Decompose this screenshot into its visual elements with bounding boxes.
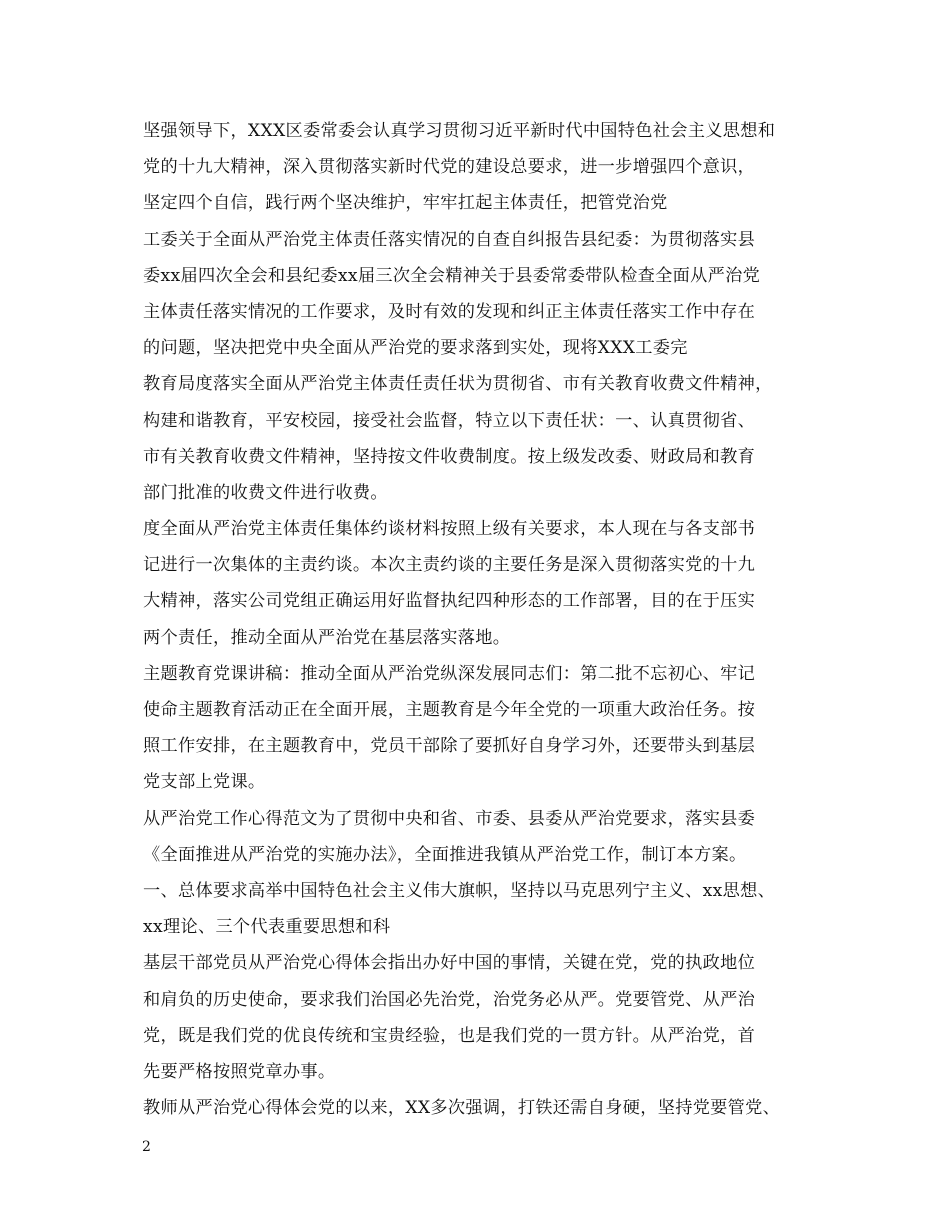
text-line: 使命主题教育活动正在全面开展，主题教育是今年全党的一项重大政治任务。按	[143, 700, 756, 720]
text-line: 教师从严治党心得体会党的以来，XX多次强调，打铁还需自身硬，坚持党要管党、	[143, 1098, 781, 1119]
text-line: 工委关于全面从严治党主体责任落实情况的自查自纠报告县纪委：为贯彻落实县	[143, 229, 756, 250]
text-line: 两个责任，推动全面从严治党在基层落实落地。	[143, 627, 511, 648]
text-line: 党，既是我们党的优良传统和宝贵经验，也是我们党的一贯方针。从严治党，首	[143, 1025, 756, 1046]
document-body	[143, 113, 823, 1126]
text-line: 度全面从严治党主体责任集体约谈材料按照上级有关要求，本人现在与各支部书	[143, 519, 756, 540]
text-line: 大精神，落实公司党组正确运用好监督执纪四种形态的工作部署，目的在于压实	[143, 591, 756, 612]
text-line: 的问题，坚决把党中央全面从严治党的要求落到实处，现将XXX工委完	[143, 338, 688, 359]
text-line: 从严治党工作心得范文为了贯彻中央和省、市委、县委从严治党要求，落实县委	[143, 808, 756, 829]
text-line: 构建和谐教育，平安校园，接受社会监督，特立以下责任状：一、认真贯彻省、	[143, 410, 756, 431]
text-line: 基层干部党员从严治党心得体会指出办好中国的事情，关键在党，党的执政地位	[143, 953, 756, 974]
text-line: 和肩负的历史使命，要求我们治国必先治党，治党务必从严。党要管党、从严治	[143, 989, 756, 1010]
text-line: 坚强领导下，XXX区委常委会认真学习贯彻习近平新时代中国特色社会主义思想和	[143, 121, 776, 141]
text-line: 《全面推进从严治党的实施办法》，全面推进我镇从严治党工作，制订本方案。	[143, 844, 747, 865]
text-line: 记进行一次集体的主责约谈。本次主责约谈的主要任务是深入贯彻落实党的十九	[143, 555, 756, 576]
text-line: 市有关教育收费文件精神，坚持按文件收费制度。按上级发改委、财政局和教育	[143, 446, 756, 467]
text-line: 党支部上党课。	[143, 772, 266, 793]
text-line: xx理论、三个代表重要思想和科	[143, 917, 391, 938]
text-line: 部门批准的收费文件进行收费。	[143, 482, 388, 503]
text-line: 坚定四个自信，践行两个坚决维护，牢牢扛起主体责任，把管党治党	[143, 193, 668, 214]
text-line: 一、总体要求高举中国特色社会主义伟大旗帜，坚持以马克思列宁主义、xx思想、	[143, 880, 776, 901]
page-number: 2	[142, 1139, 151, 1155]
text-line: 主体责任落实情况的工作要求，及时有效的发现和纠正主体责任落实工作中存在	[143, 301, 756, 322]
text-line: 先要严格按照党章办事。	[143, 1061, 336, 1082]
text-line: 主题教育党课讲稿：推动全面从严治党纵深发展同志们：第二批不忘初心、牢记	[143, 663, 756, 684]
text-line: 党的十九大精神，深入贯彻落实新时代党的建设总要求，进一步增强四个意识，	[143, 157, 756, 178]
text-line: 教育局度落实全面从严治党主体责任责任状为贯彻省、市有关教育收费文件精神，	[143, 374, 773, 395]
text-line: 委xx届四次全会和县纪委xx届三次全会精神关于县委常委带队检查全面从严治党	[143, 265, 761, 286]
text-line: 照工作安排，在主题教育中，党员干部除了要抓好自身学习外，还要带头到基层	[143, 736, 756, 757]
